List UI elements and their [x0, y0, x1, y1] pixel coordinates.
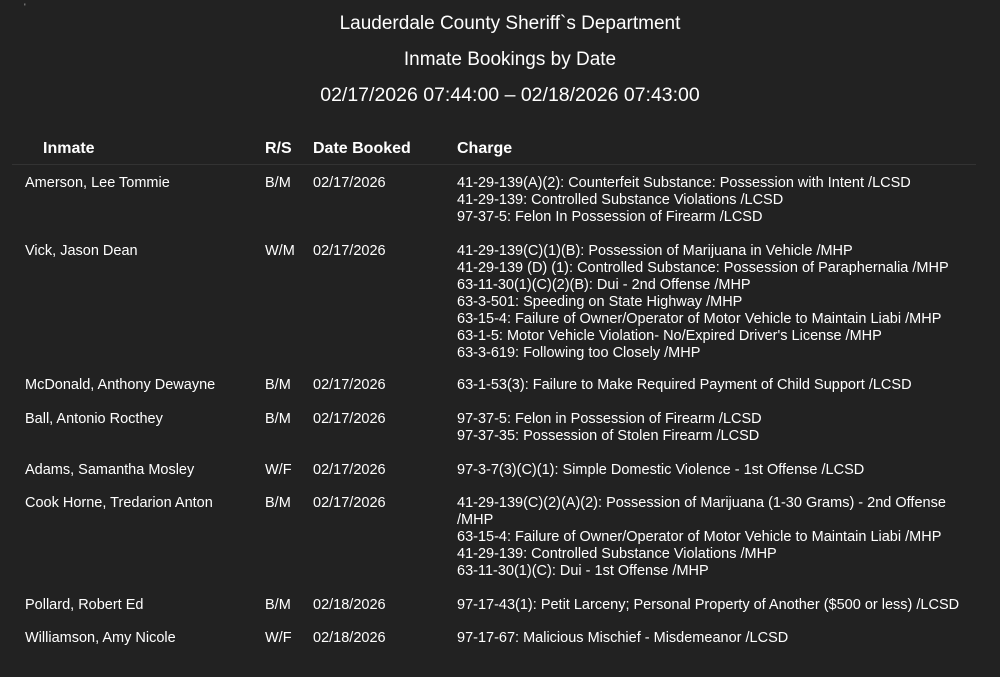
charge-list — [457, 377, 987, 394]
race-sex: B/M — [265, 175, 291, 191]
race-sex: B/M — [265, 597, 291, 613]
charge-list — [457, 411, 987, 445]
charge-item: 63-15-4: Failure of Owner/Operator of Motor Vehicle to Maintain Liabi /MHP — [457, 311, 942, 327]
date-booked: 02/17/2026 — [313, 495, 386, 511]
report-title: Inmate Bookings by Date — [403, 49, 617, 70]
column-header-date-booked: Date Booked — [313, 140, 411, 157]
inmate-name: Cook Horne, Tredarion Anton — [25, 495, 213, 511]
date-booked: 02/17/2026 — [313, 377, 386, 393]
inmate-name: Ball, Antonio Rocthey — [25, 411, 163, 427]
charge-list — [457, 243, 987, 362]
charge-item: 63-15-4: Failure of Owner/Operator of Motor Vehicle to Maintain Liabi /MHP — [457, 529, 942, 545]
date-booked: 02/17/2026 — [313, 243, 386, 259]
inmate-name: McDonald, Anthony Dewayne — [25, 377, 216, 393]
charge-item: 97-37-5: Felon In Possession of Firearm /LCSD — [457, 209, 763, 225]
charge-item: 63-3-619: Following too Closely /MHP — [457, 345, 701, 361]
charge-item: 41-29-139: Controlled Substance Violations /LCSD — [457, 192, 784, 208]
column-header-inmate: Inmate — [43, 140, 95, 157]
header-divider — [12, 164, 976, 165]
column-header-charge: Charge — [457, 140, 513, 157]
charge-list — [457, 462, 987, 479]
race-sex: W/M — [265, 243, 295, 259]
charge-item: 63-1-53(3): Failure to Make Required Payment of Child Support /LCSD — [457, 377, 912, 393]
column-header-rs: R/S — [265, 140, 292, 157]
charge-item: 63-3-501: Speeding on State Highway /MHP — [457, 294, 743, 310]
charge-list — [457, 630, 987, 647]
charge-item: 41-29-139(C)(2)(A)(2): Possession of Marijuana (1-30 Grams) - 2nd Offense — [457, 495, 946, 511]
race-sex: B/M — [265, 377, 291, 393]
date-range: 02/17/2026 07:44:00 – 02/18/2026 07:43:00 — [320, 84, 700, 106]
race-sex: B/M — [265, 411, 291, 427]
charge-list — [457, 597, 987, 614]
charge-item: 41-29-139: Controlled Substance Violations /MHP — [457, 546, 777, 562]
charge-item: 63-1-5: Motor Vehicle Violation- No/Expired Driver's License /MHP — [457, 328, 882, 344]
date-booked: 02/17/2026 — [313, 411, 386, 427]
inmate-name: Pollard, Robert Ed — [25, 597, 144, 613]
charge-item: 63-11-30(1)(C): Dui - 1st Offense /MHP — [457, 563, 709, 579]
charge-list — [457, 495, 987, 580]
charge-item: 97-37-35: Possession of Stolen Firearm /LCSD — [457, 428, 760, 444]
inmate-name: Williamson, Amy Nicole — [25, 630, 176, 646]
date-booked: 02/17/2026 — [313, 175, 386, 191]
race-sex: B/M — [265, 495, 291, 511]
inmate-name: Amerson, Lee Tommie — [25, 175, 170, 191]
charge-item: 97-17-67: Malicious Mischief - Misdemeanor /LCSD — [457, 630, 789, 646]
charge-item: 97-3-7(3)(C)(1): Simple Domestic Violence - 1st Offense /LCSD — [457, 462, 865, 478]
agency-title: Lauderdale County Sheriff`s Department — [339, 13, 681, 34]
charge-item: 41-29-139(C)(1)(B): Possession of Marijuana in Vehicle /MHP — [457, 243, 853, 259]
inmate-name: Vick, Jason Dean — [25, 243, 138, 259]
corner-mark: ' — [24, 2, 26, 12]
charge-item: 63-11-30(1)(C)(2)(B): Dui - 2nd Offense /MHP — [457, 277, 751, 293]
charge-item: 97-17-43(1): Petit Larceny; Personal Property of Another ($500 or less) /LCSD — [457, 597, 960, 613]
date-booked: 02/17/2026 — [313, 462, 386, 478]
date-booked: 02/18/2026 — [313, 597, 386, 613]
race-sex: W/F — [265, 630, 292, 646]
charge-item: 97-37-5: Felon in Possession of Firearm /LCSD — [457, 411, 762, 427]
race-sex: W/F — [265, 462, 292, 478]
charge-list — [457, 175, 987, 226]
inmate-name: Adams, Samantha Mosley — [25, 462, 195, 478]
charge-item: /MHP — [457, 512, 494, 528]
charge-item: 41-29-139 (D) (1): Controlled Substance: Possession of Paraphernalia /MHP — [457, 260, 949, 276]
charge-item: 41-29-139(A)(2): Counterfeit Substance: Possession with Intent /LCSD — [457, 175, 911, 191]
date-booked: 02/18/2026 — [313, 630, 386, 646]
